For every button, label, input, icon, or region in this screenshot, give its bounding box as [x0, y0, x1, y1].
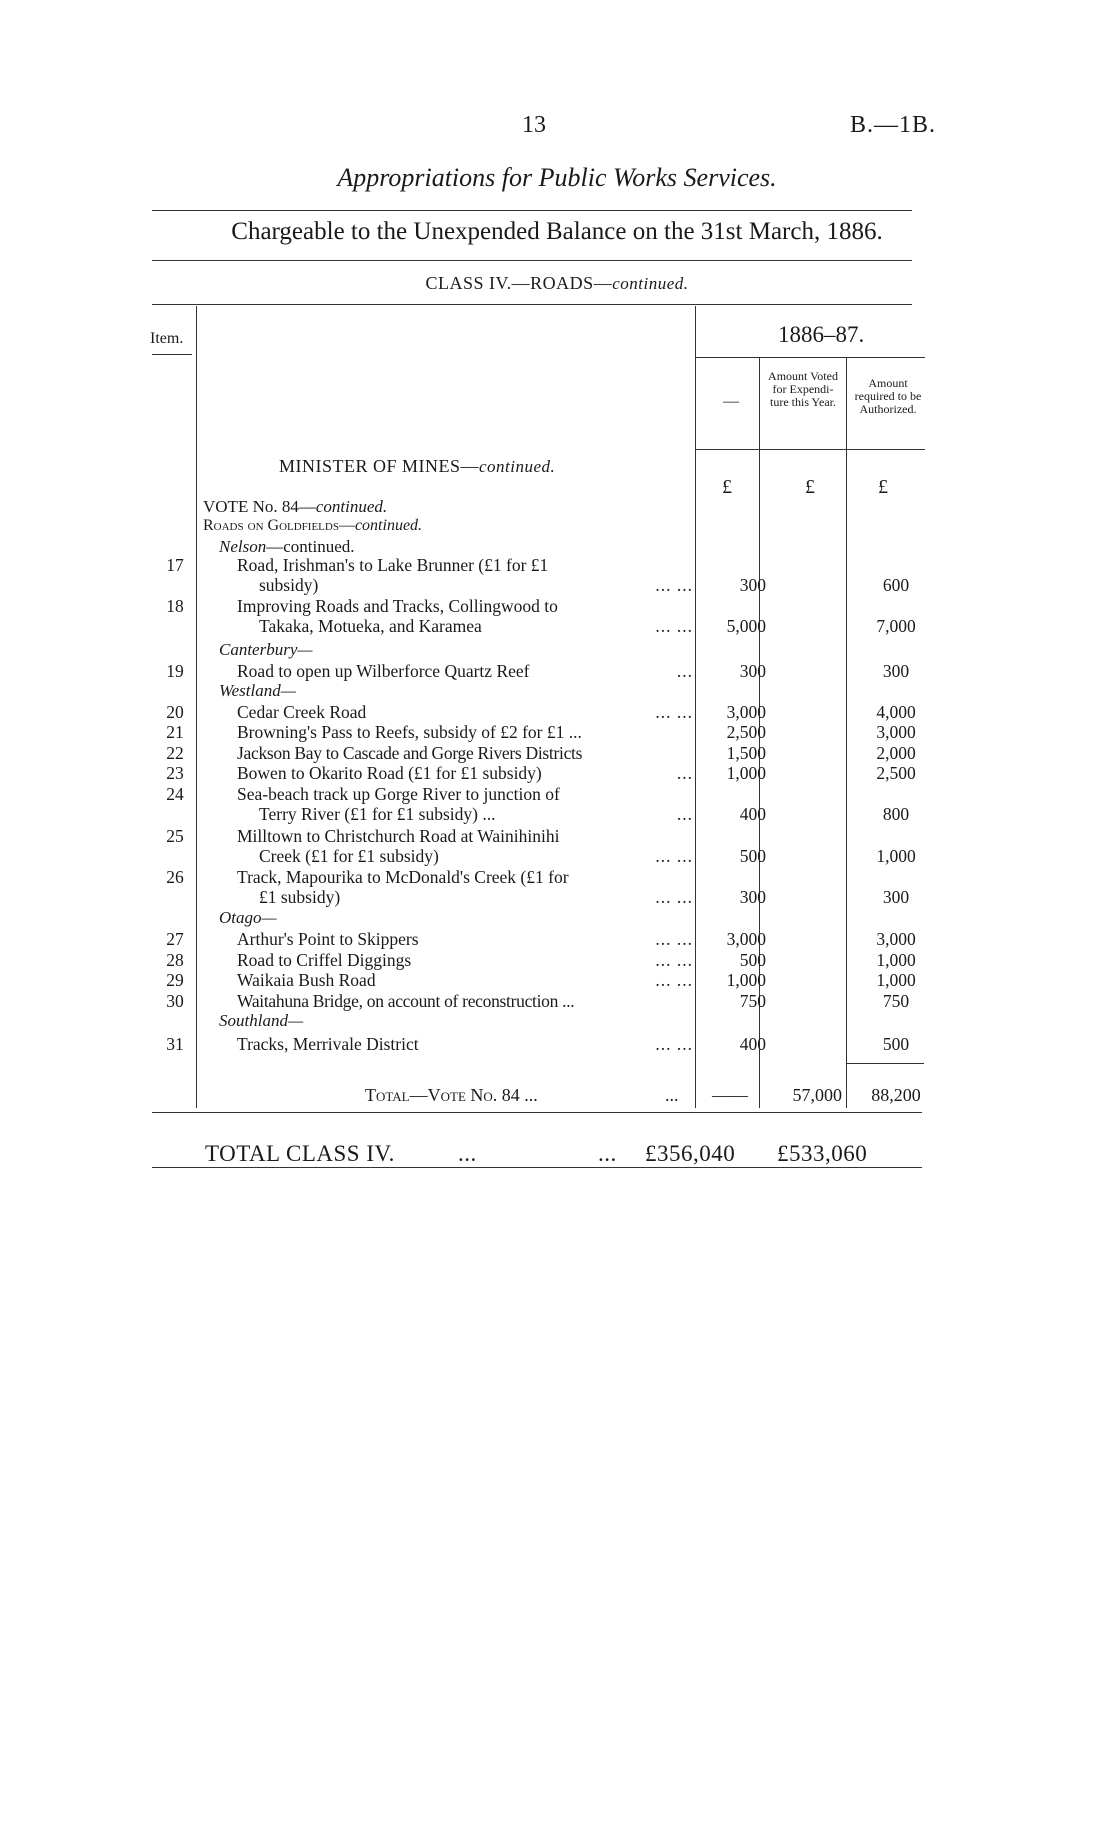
required-value: 300 — [882, 887, 910, 907]
leader-dots: ... ... — [655, 929, 693, 949]
class-total-required: £533,060 — [777, 1141, 868, 1166]
leader-dots: ... — [665, 1085, 679, 1105]
item-number: 31 — [166, 1034, 184, 1054]
roads-heading-suffix: continued. — [354, 517, 423, 534]
minister-heading-main: MINISTER OF MINES— — [279, 456, 480, 476]
region-canterbury: Canterbury— — [219, 640, 313, 659]
description-line: Cedar Creek Road — [237, 702, 367, 722]
leader-dots: ... — [676, 661, 693, 681]
document-reference: B.—1B. — [850, 112, 937, 138]
subtotal-rule — [846, 1063, 924, 1064]
required-value: 1,000 — [876, 846, 916, 866]
leader-dots: ... — [598, 1141, 617, 1166]
vote-total-label: Total—Vote No. 84 ... — [365, 1085, 538, 1105]
item-number: 26 — [166, 867, 184, 887]
description-line: Improving Roads and Tracks, Collingwood to — [237, 596, 558, 616]
vote-heading-suffix: continued. — [315, 497, 388, 516]
item-number: 17 — [166, 555, 184, 575]
voted-previous-value: 500 — [739, 846, 766, 866]
item-description — [237, 991, 697, 1011]
item-number: 25 — [166, 826, 184, 846]
leader-dots: ... — [676, 763, 693, 783]
description-line: Arthur's Point to Skippers — [237, 929, 419, 949]
leader-dots: ... ... — [655, 575, 693, 595]
description-line: Road to open up Wilberforce Quartz Reef — [237, 661, 530, 681]
region-suffix: —continued. — [266, 537, 355, 556]
voted-previous-value: 1,500 — [726, 743, 766, 763]
item-number: 28 — [166, 950, 184, 970]
item-number: 29 — [166, 970, 184, 990]
subheading: Chargeable to the Unexpended Balance on the 31st March, 1886. — [231, 218, 883, 245]
voted-previous-value: 1,000 — [726, 970, 766, 990]
voted-previous-value: 5,000 — [726, 616, 766, 636]
leader-dots: ... ... — [655, 616, 693, 636]
table-bottom-rule — [152, 1112, 922, 1113]
region-nelson — [219, 537, 355, 557]
class-title-main: CLASS IV.—ROADS— — [425, 273, 613, 293]
roads-heading — [203, 517, 422, 535]
required-value: 1,000 — [876, 950, 916, 970]
required-value: 3,000 — [876, 722, 916, 742]
item-number: 20 — [166, 702, 184, 722]
description-line: Jackson Bay to Cascade and Gorge Rivers Districts — [237, 743, 583, 763]
class-total-voted: £356,040 — [645, 1141, 736, 1166]
item-header-rule — [152, 354, 192, 355]
column-2-header: Amount Voted for Expendi- ture this Year. — [768, 369, 838, 409]
description-line: Tracks, Merrivale District — [237, 1034, 419, 1054]
column-3-header: Amount required to be Authorized. — [854, 376, 922, 416]
vote-total-col1: —— — [712, 1085, 748, 1105]
item-column-rule — [196, 306, 197, 1108]
vote-heading-main: VOTE No. 84— — [203, 497, 316, 516]
page-number: 13 — [522, 112, 546, 138]
description-line: Browning's Pass to Reefs, subsidy of £2 for £1 ... — [237, 722, 582, 742]
leader-dots: ... — [676, 804, 693, 824]
voted-previous-value: 300 — [739, 575, 766, 595]
region-westland: Westland— — [219, 681, 296, 700]
year-header: 1886–87. — [778, 322, 865, 347]
description-line: Road, Irishman's to Lake Brunner (£1 for £1 — [237, 555, 549, 575]
item-number: 21 — [166, 722, 184, 742]
leader-dots: ... ... — [655, 846, 693, 866]
voted-previous-value: 400 — [739, 804, 766, 824]
required-value: 500 — [882, 1034, 910, 1054]
leader-dots: ... ... — [655, 702, 693, 722]
class-title — [0, 273, 1114, 294]
description-line: Creek (£1 for £1 subsidy) — [259, 846, 439, 866]
divider — [152, 304, 912, 305]
description-line: subsidy) — [259, 575, 319, 595]
description-line: Milltown to Christchurch Road at Wainihinihi — [237, 826, 560, 846]
required-value: 3,000 — [876, 929, 916, 949]
class-title-suffix: continued. — [612, 274, 689, 293]
class-total-label: TOTAL CLASS IV. — [205, 1141, 395, 1166]
leader-dots: ... ... — [655, 887, 693, 907]
leader-dots: ... ... — [655, 950, 693, 970]
voted-previous-value: 2,500 — [726, 722, 766, 742]
description-line: Track, Mapourika to McDonald's Creek (£1 for — [237, 867, 569, 887]
required-value: 4,000 — [876, 702, 916, 722]
currency-symbol: £ — [722, 476, 732, 498]
description-line: £1 subsidy) — [259, 887, 341, 907]
region-southland: Southland— — [219, 1011, 304, 1030]
voted-previous-value: 3,000 — [726, 702, 766, 722]
item-number: 23 — [166, 763, 184, 783]
divider — [152, 210, 912, 211]
required-value: 7,000 — [876, 616, 916, 636]
leader-dots: ... — [458, 1141, 477, 1166]
roads-heading-main: Roads on Goldfields— — [203, 517, 355, 534]
page-title: Appropriations for Public Works Services. — [337, 163, 777, 192]
region-otago: Otago— — [219, 908, 277, 927]
region-name: Nelson — [219, 537, 267, 556]
item-number: 27 — [166, 929, 184, 949]
required-value: 2,500 — [876, 763, 916, 783]
leader-dots: ... ... — [655, 970, 693, 990]
required-value: 2,000 — [876, 743, 916, 763]
required-value: 800 — [882, 804, 910, 824]
description-line: Waitahuna Bridge, on account of reconstruction ... — [237, 991, 575, 1011]
item-column-header: Item. — [150, 330, 184, 347]
minister-heading — [279, 456, 555, 477]
description-line: Bowen to Okarito Road (£1 for £1 subsidy) — [237, 763, 542, 783]
required-value: 600 — [882, 575, 910, 595]
item-number: 24 — [166, 784, 184, 804]
vote-total-voted: 57,000 — [792, 1085, 842, 1105]
vote-total-required: 88,200 — [871, 1085, 921, 1105]
column-header-rule — [695, 449, 925, 450]
required-value: 300 — [882, 661, 910, 681]
voted-previous-value: 750 — [739, 991, 766, 1011]
description-line: Takaka, Motueka, and Karamea — [259, 616, 482, 636]
leader-dots: ... ... — [655, 1034, 693, 1054]
item-number: 19 — [166, 661, 184, 681]
year-header-rule — [695, 357, 925, 358]
vote-heading — [203, 497, 387, 517]
currency-symbol: £ — [805, 476, 815, 498]
item-description — [237, 722, 697, 742]
description-line: Terry River (£1 for £1 subsidy) ... — [259, 804, 496, 824]
voted-previous-value: 300 — [739, 661, 766, 681]
currency-symbol: £ — [878, 476, 888, 498]
divider — [152, 260, 912, 261]
description-line: Road to Criffel Diggings — [237, 950, 412, 970]
voted-previous-value: 400 — [739, 1034, 766, 1054]
page-bottom-rule — [152, 1167, 922, 1168]
column-1-header: — — [723, 393, 739, 410]
voted-previous-value: 500 — [739, 950, 766, 970]
description-line: Waikaia Bush Road — [237, 970, 376, 990]
column-rule — [846, 358, 847, 1108]
required-value: 1,000 — [876, 970, 916, 990]
voted-previous-value: 300 — [739, 887, 766, 907]
item-number: 18 — [166, 596, 184, 616]
minister-heading-suffix: continued. — [479, 457, 556, 476]
description-line: Sea-beach track up Gorge River to junction of — [237, 784, 560, 804]
item-number: 30 — [166, 991, 184, 1011]
required-value: 750 — [882, 991, 910, 1011]
voted-previous-value: 1,000 — [726, 763, 766, 783]
voted-previous-value: 3,000 — [726, 929, 766, 949]
item-number: 22 — [166, 743, 184, 763]
item-description — [237, 743, 697, 763]
